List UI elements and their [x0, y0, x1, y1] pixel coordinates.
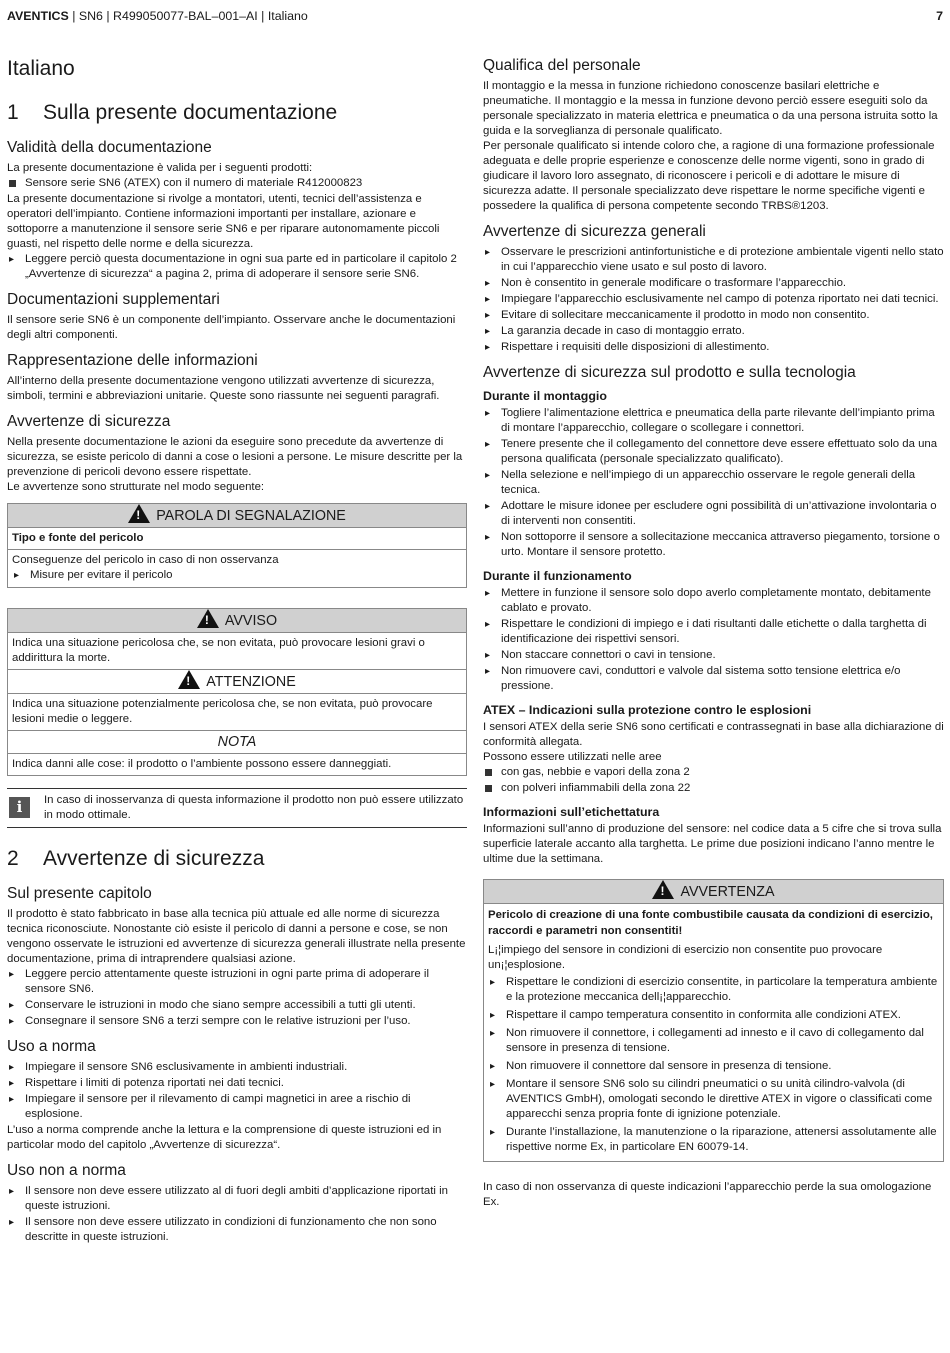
action-list [7, 1060, 467, 1122]
list-item: ▸ Togliere l’alimentazione elettrica e pneumatica della parte rilevante dell’impianto prima di montare l’apparecchio, collegare o scollegare i connettori. [483, 406, 944, 436]
page-number: 7 [936, 9, 943, 23]
list-item: ▸ Impiegare il sensore per il rilevamento di campi magnetici in aree a rischio di esplosione. [7, 1092, 467, 1122]
funzionamento-title: Durante il funzionamento [483, 569, 632, 583]
capitolo-title: Sul presente capitolo [7, 885, 152, 902]
warning-icon [128, 504, 150, 523]
list-item: ▸ Osservare le prescrizioni antinfortunistiche e di protezione ambientale vigenti nello stato in cui l’apparecchio viene usato e sul posto di lavoro. [483, 245, 944, 275]
paragraph: La presente documentazione è valida per i seguenti prodotti: [7, 162, 313, 174]
list-item: Sensore serie SN6 (ATEX) con il numero di materiale R412000823 [7, 176, 467, 191]
doc-ref: | SN6 | R499050077-BAL–001–AI | Italiano [72, 9, 308, 23]
list-item: ▸ La garanzia decade in caso di montaggio errato. [483, 324, 944, 339]
warning-icon [197, 609, 219, 628]
qualifica-title: Qualifica del personale [483, 57, 641, 74]
action-list [483, 586, 944, 694]
list-item: ▸ Non è consentito in generale modificare o trasformare l’apparecchio. [483, 276, 944, 291]
action-list [7, 967, 467, 1029]
paragraph: Nella presente documentazione le azioni da eseguire sono precedute da avvertenze di sicurezza, se esiste pericolo di danni a cose o lesioni a persone. Le misure descritte per la prevenzione di pericoli devono essere rispettate. [7, 436, 463, 478]
list-item: ▸ Conservare le istruzioni in modo che siano sempre accessibili a tutti gli utenti. [7, 998, 467, 1013]
list-item: ▸ Non rimuovere cavi, conduttori e valvole dal sistema sotto tensione elettrica e/o pressione. [483, 664, 944, 694]
list-item: ▸ Rispettare i limiti di potenza riportati nei dati tecnici. [7, 1076, 467, 1091]
paragraph: I sensori ATEX della serie SN6 sono certificati e contrassegnati in base alla dichiarazione di conformità allegata. [483, 721, 944, 748]
montaggio-title: Durante il montaggio [483, 389, 607, 403]
list-item: ▸ Non rimuovere il connettore, i collegamenti ad innesto e il cavo di collegamento dal sensore in presenza di tensione. [488, 1026, 939, 1056]
list-item: ▸ Rispettare le condizioni di impiego e i dati risultanti dalle etichette o dalla targhetta di identificazione dei rispettivi sensori. [483, 617, 944, 647]
paragraph: Le avvertenze sono strutturate nel modo seguente: [7, 481, 265, 493]
box-text: Indica danni alle cose: il prodotto o l’ambiente possono essere danneggiati. [12, 758, 392, 770]
paragraph: Il sensore serie SN6 è un componente dell’impianto. Osservare anche le documentazioni degli altri componenti. [7, 314, 456, 341]
uso-title: Uso a norma [7, 1038, 96, 1055]
warning-icon [178, 670, 200, 689]
list-item: ▸ Mettere in funzione il sensore solo dopo averlo completamente montato, debitamente cablato e provato. [483, 586, 944, 616]
paragraph: Il prodotto è stato fabbricato in base alla tecnica più attuale ed alle norme di sicurezza tecnica riconosciute. Nonostante ciò esiste il pericolo di danni a persone e cose, se non vengono osservate le istruzioni ed avvertenze di sicurezza generali illustrate nella presente documentazione, prima di intraprendere qualsiasi azione. [7, 908, 466, 965]
list-item: con gas, nebbie e vapori della zona 2 [483, 765, 944, 780]
list-item: ▸ Rispettare le condizioni di esercizio consentite, in particolare la temperatura ambiente e la protezione meccanica dell¡¦apparecchio. [488, 975, 939, 1005]
paragraph: Possono essere utilizzati nelle aree [483, 751, 662, 763]
list-item: ▸ Il sensore non deve essere utilizzato al di fuori degli ambiti d’applicazione riportati in queste istruzioni. [7, 1184, 467, 1214]
box-line: Pericolo di creazione di una fonte combustibile causata da condizioni di esercizio, raccordi e parametri non consentiti! [488, 909, 933, 937]
list-item: ▸ Non staccare connettori o cavi in tensione. [483, 648, 944, 663]
list-item: ▸ Montare il sensore SN6 solo su cilindri pneumatici o su unità cilindro-valvola (di AVENTICS GmbH), omologati secondo le direttive ATEX in vigore o classificati come apparecchi senza propria fonte di ignizione potenziale. [488, 1077, 939, 1122]
list-item: ▸ Misure per evitare il pericolo [12, 568, 462, 583]
list-item: ▸ Il sensore non deve essere utilizzato in condizioni di funzionamento che non sono descritte in queste istruzioni. [7, 1215, 467, 1245]
page-header [7, 9, 943, 27]
list-item: ▸ Consegnare il sensore SN6 a terzi sempre con le relative istruzioni per l’uso. [7, 1014, 467, 1029]
product-list [7, 176, 467, 191]
section-2-title: 2 Avvertenze di sicurezza [7, 847, 265, 870]
final-paragraph: In caso di non osservanza di queste indicazioni l’apparecchio perde la sua omologazione Ex. [483, 1181, 932, 1208]
paragraph: La presente documentazione si rivolge a montatori, utenti, tecnici dell’assistenza e operatori dell’impianto. Contiene informazioni importanti per installare, azionare e sottoporre a manutenzione il sensore serie SN6 e per riparare autonomamente piccoli guasti, nel rispetto delle norme e della sicurezza. [7, 193, 440, 250]
list-item: ▸ Non rimuovere il connettore dal sensore in presenza di tensione. [488, 1059, 939, 1074]
avvertenza-box [483, 879, 944, 1162]
paragraph: L’uso a norma comprende anche la lettura e la comprensione di queste istruzioni ed in particolar modo del capitolo „Avvertenze di sicurezza“. [7, 1124, 442, 1151]
box-text: Indica una situazione potenzialmente pericolosa che, se non evitata, può provocare lesioni medie o leggere. [12, 698, 433, 725]
box-header: !AVVERTENZA [484, 880, 943, 904]
paragraph: Il montaggio e la messa in funzione richiedono conoscenze basilari elettriche e pneumatiche. Il montaggio e la messa in funzione devono perciò essere eseguiti solo da personale specializzato in materia elettrica e pneumatica o da una persona istruita sotto la guida e la sorveglianza di personale qualificato. [483, 80, 938, 137]
paragraph: All’interno della presente documentazione vengono utilizzati avvertenze di sicurezza, simboli, termini e abbreviazioni unitarie. Queste sono riassunte nei seguenti paragrafi. [7, 375, 440, 402]
section-1-title: 1 Sulla presente documentazione [7, 101, 338, 124]
list-item: ▸ Nella selezione e nell’impiego di un apparecchio osservare le regole generali della tecnica. [483, 468, 944, 498]
etichetta-title: Informazioni sull’etichettatura [483, 805, 660, 819]
prodotto-title: Avvertenze di sicurezza sul prodotto e sulla tecnologia [483, 364, 856, 381]
rappresentazione-title: Rappresentazione delle informazioni [7, 352, 258, 369]
right-column [483, 50, 944, 1210]
box-header: !ATTENZIONE [8, 669, 466, 694]
box-line: Tipo e fonte del pericolo [12, 532, 144, 544]
left-column [7, 50, 467, 1246]
box-line: Conseguenze del pericolo in caso di non osservanza [12, 554, 279, 566]
action-list [483, 245, 944, 355]
list-item: ▸ Adottare le misure idonee per escludere ogni possibilità di un’attivazione involontaria o di interventi non consentiti. [483, 499, 944, 529]
atex-title: ATEX – Indicazioni sulla protezione contro le esplosioni [483, 703, 812, 717]
validita-title: Validità della documentazione [7, 139, 212, 156]
list-item: ▸ Evitare di sollecitare meccanicamente il prodotto in modo non consentito. [483, 308, 944, 323]
nonnorma-title: Uso non a norma [7, 1162, 126, 1179]
list-item: ▸ Durante l’installazione, la manutenzione o la riparazione, attenersi assolutamente alle rispettive norme Ex, in particolare EN 60079-14. [488, 1125, 939, 1155]
list-item: con polveri infiammabili della zona 22 [483, 781, 944, 796]
box-header: !PAROLA DI SEGNALAZIONE [8, 504, 466, 528]
list-item: ▸ Leggere perciò questa documentazione in ogni sua parte ed in particolare il capitolo 2 „Avvertenze di sicurezza“ a pagina 2, prima di adoperare il sensore serie SN6. [7, 252, 467, 282]
signal-word-box [7, 503, 467, 588]
supplementari-title: Documentazioni supplementari [7, 291, 220, 308]
zone-list [483, 765, 944, 796]
list-item: ▸ Impiegare l’apparecchio esclusivamente nel campo di potenza riportato nei dati tecnici. [483, 292, 944, 307]
warning-icon [652, 880, 674, 899]
paragraph: Informazioni sull’anno di produzione del sensore: nel codice data a 5 cifre che si trova sulla superficie laterale accanto alla targhetta. Le prime due posizioni indicano l’anno mentre le ultime due la settimana. [483, 823, 942, 865]
action-list [7, 252, 467, 282]
list-item: ▸ Rispettare il campo temperatura consentito in conformita alle condizioni ATEX. [488, 1008, 939, 1023]
info-note: i In caso di inosservanza di questa informazione il prodotto non può essere utilizzato in modo ottimale. [7, 788, 467, 828]
list-item: ▸ Tenere presente che il collegamento del connettore deve essere effettuato solo da una persona qualificata (personale specializzato qualificato). [483, 437, 944, 467]
box-text: Indica una situazione pericolosa che, se non evitata, può provocare lesioni gravi o addirittura la morte. [12, 637, 425, 664]
list-item: ▸ Impiegare il sensore SN6 esclusivamente in ambienti industriali. [7, 1060, 467, 1075]
info-icon: i [9, 797, 30, 818]
avvertenze-title: Avvertenze di sicurezza [7, 413, 171, 430]
list-item: ▸ Non sottoporre il sensore a sollecitazione meccanica attraverso piegamento, torsione o urto. Montare il sensore protetto. [483, 530, 944, 560]
language-title: Italiano [7, 57, 75, 80]
list-item: ▸ Leggere percio attentamente queste istruzioni in ogni parte prima di adoperare il sensore SN6. [7, 967, 467, 997]
box-line: L¡¦impiego del sensore in condizioni di esercizio non consentite puo provocare un¡¦esplosione. [488, 944, 883, 971]
list-item: ▸ Rispettare i requisiti delle disposizioni di allestimento. [483, 340, 944, 355]
warning-levels-box [7, 608, 467, 776]
action-list [483, 406, 944, 560]
box-header: !AVVISO [8, 609, 466, 633]
generali-title: Avvertenze di sicurezza generali [483, 223, 706, 240]
box-header: NOTA [8, 730, 466, 754]
action-list [7, 1184, 467, 1245]
paragraph: Per personale qualificato si intende coloro che, a ragione di una formazione professionale adeguata e delle proprie esperienze e conoscenze delle norme vigenti, sono in grado di giudicare il lavoro loro assegnato, di riconoscere i pericoli e di adottare le misure di sicurezza adatte. Il personale specializzato deve rispettare le norme specifiche vigenti e possedere la qualifica di persona competente secondo TRBS®1203. [483, 140, 935, 212]
brand: AVENTICS [7, 9, 69, 23]
